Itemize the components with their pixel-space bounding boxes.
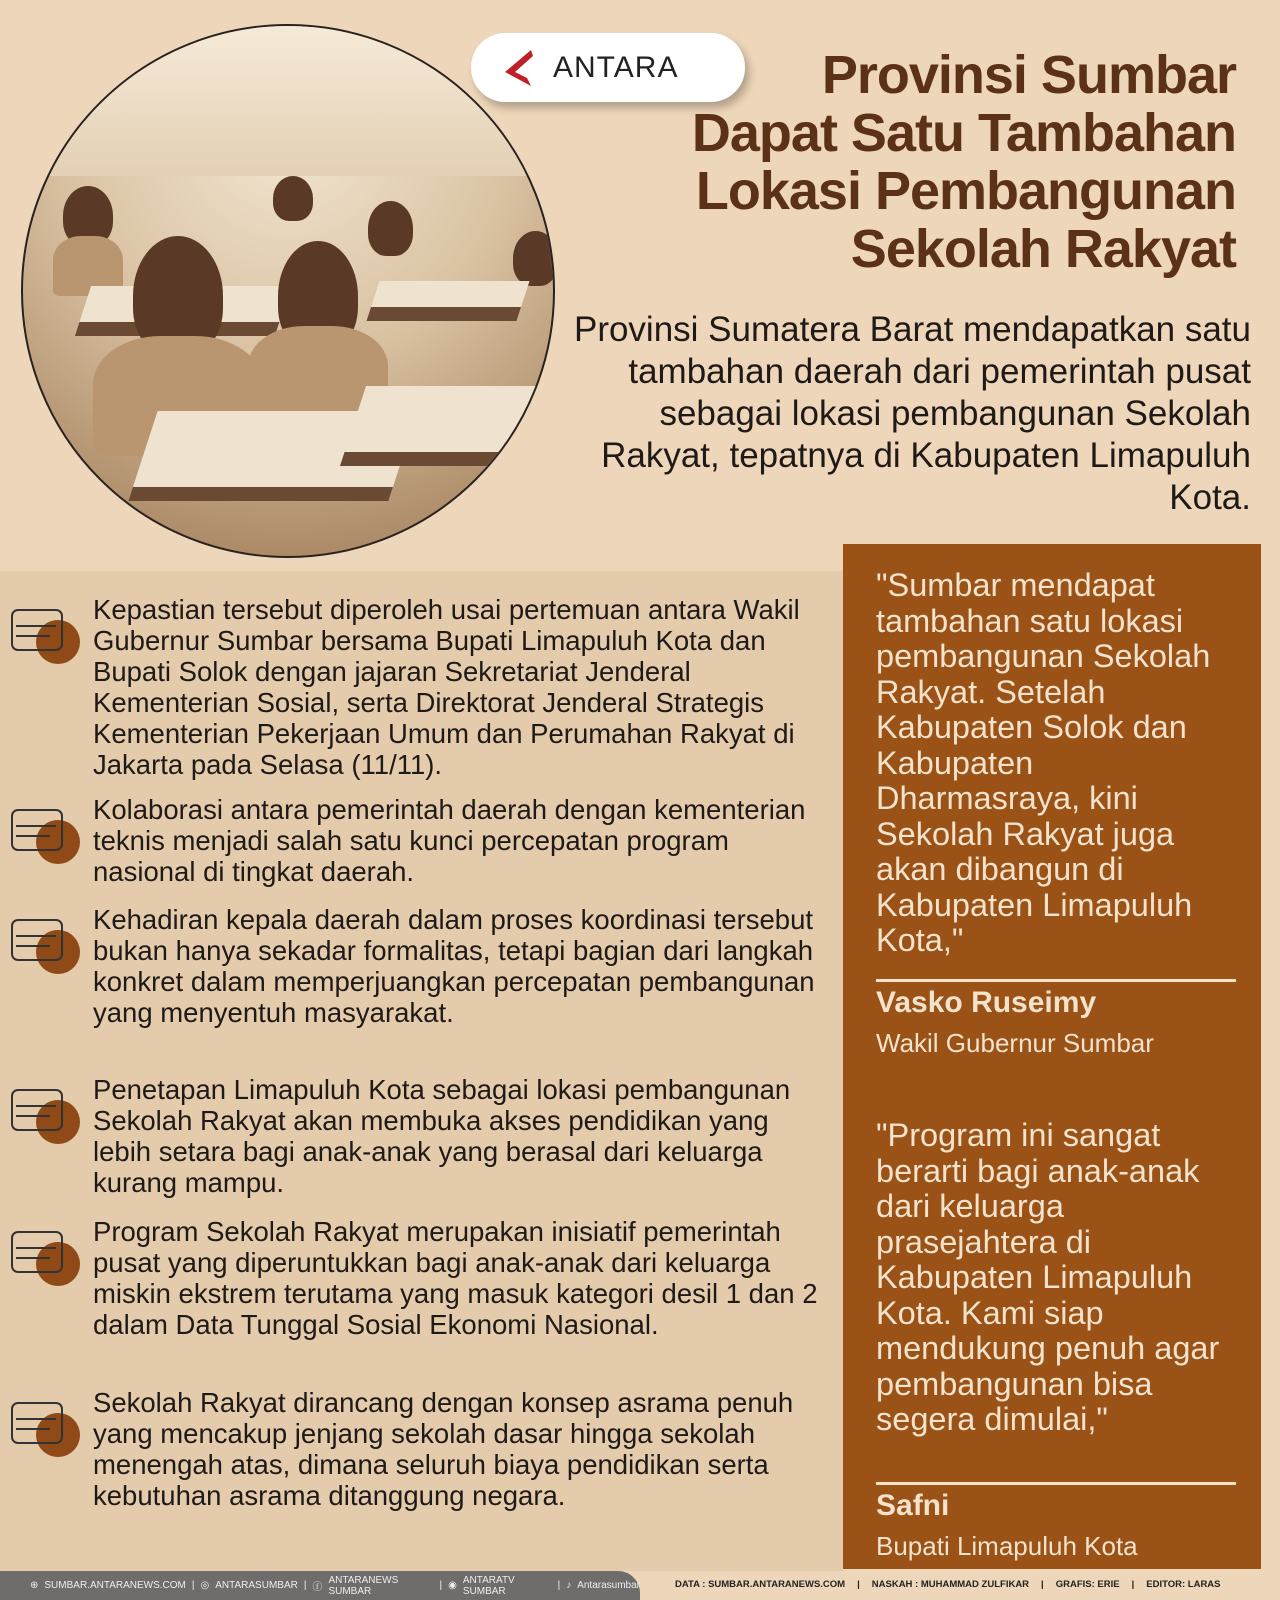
title-line: Provinsi Sumbar (821, 45, 1236, 105)
lead-paragraph: Provinsi Sumatera Barat mendapatkan satu tambahan daerah dari pemerintah pusat sebagai lokasi pembangunan Sekolah Rakyat, tepatnya di Kabupaten Limapuluh Kota. (573, 310, 1251, 517)
classroom-illustration (21, 24, 555, 558)
credit-data: DATA : SUMBAR.ANTARANEWS.COM (675, 1579, 846, 1590)
collaboration-hands-icon (6, 796, 82, 872)
quote-text: "Sumbar mendapat tambahan satu lokasi pembangunan Sekolah Rakyat. Setelah Kabupaten Solok dan Kabupaten Dharmasraya, kini Sekolah Rakyat juga akan dibangun di Kabupaten Limapuluh Kota," (876, 567, 1211, 958)
quote-text: "Program ini sangat berarti bagi anak-anak dari keluarga prasejahtera di Kabupaten Limapuluh Kota. Kami siap mendukung penuh agar pembangunan bisa segera dimulai," (876, 1117, 1220, 1437)
footer-credits: DATA : SUMBAR.ANTARANEWS.COM | NASKAH : MUHAMMAD ZULFIKAR | GRAFIS: ERIE | EDITOR: LARAS (675, 1579, 1221, 1590)
quote-name: Vasko Ruseimy (876, 986, 1097, 1019)
quote-role: Bupati Limapuluh Kota (876, 1531, 1138, 1561)
handshake-icon (6, 596, 82, 672)
hand-coins-icon (6, 1389, 82, 1465)
bullet-text: Penetapan Limapuluh Kota sebagai lokasi pembangunan Sekolah Rakyat akan membuka akses pendidikan yang lebih setara bagi anak-anak yang berasal dari keluarga kurang mampu. (93, 1074, 791, 1198)
social-link[interactable]: SUMBAR.ANTARANEWS.COM (44, 1580, 186, 1591)
books-icon (6, 1076, 82, 1152)
bullet-text: Kepastian tersebut diperoleh usai pertemuan antara Wakil Gubernur Sumbar bersama Bupati Limapuluh Kota dan Bupati Solok dengan jajaran Sekretariat Jenderal Kementerian Sosial, serta Direktorat Jenderal Strategis Kementerian Pekerjaan Umum dan Perumahan Rakyat di Jakarta pada Selasa (11/11). (93, 594, 800, 780)
title-line: Sekolah Rakyat (850, 219, 1236, 279)
quote-panel (843, 544, 1261, 1569)
document-icon (6, 1218, 82, 1294)
social-link[interactable]: ANTARASUMBAR (215, 1580, 298, 1591)
leader-group-icon (6, 906, 82, 982)
antara-logo-icon (501, 48, 543, 88)
divider (876, 1482, 1236, 1485)
page-title (692, 46, 1236, 278)
title-line: Dapat Satu Tambahan (691, 103, 1236, 163)
credit-writer: NASKAH : MUHAMMAD ZULFIKAR (871, 1579, 1030, 1590)
globe-icon: ⊕ (30, 1580, 39, 1591)
divider (876, 979, 1236, 982)
tiktok-icon: ♪ (566, 1580, 572, 1591)
bullet-text: Program Sekolah Rakyat merupakan inisiatif pemerintah pusat yang diperuntukkan bagi anak-anak dari keluarga miskin ekstrem terutama yang masuk kategori desil 1 dan 2 dalam Data Tunggal Sosial Ekonomi Nasional. (93, 1216, 818, 1340)
footer-social-bar: ⊕ SUMBAR.ANTARANEWS.COM | ◎ ANTARASUMBAR | ⓕ ANTARANEWS SUMBAR | ◉ ANTARATV SUMBAR | ♪ Antarasumbar (0, 1571, 640, 1600)
quote-name: Safni (876, 1489, 950, 1522)
credit-editor: EDITOR: LARAS (1146, 1579, 1221, 1590)
logo-text: ANTARA (553, 50, 679, 84)
social-link[interactable]: ANTARANEWS SUMBAR (328, 1574, 399, 1597)
instagram-icon: ◎ (200, 1580, 210, 1591)
bullet-text: Kehadiran kepala daerah dalam proses koordinasi tersebut bukan hanya sekadar formalitas, tetapi bagian dari langkah konkret dalam memperjuangkan percepatan pembangunan yang menyentuh masyarakat. (93, 904, 815, 1028)
facebook-icon: ⓕ (312, 1582, 323, 1593)
social-link[interactable]: ANTARATV SUMBAR (462, 1574, 515, 1597)
quote-role: Wakil Gubernur Sumbar (876, 1028, 1154, 1058)
youtube-icon: ◉ (448, 1580, 457, 1591)
title-line: Lokasi Pembangunan (695, 161, 1236, 221)
bullet-text: Sekolah Rakyat dirancang dengan konsep asrama penuh yang mencakup jenjang sekolah dasar hingga sekolah menengah atas, dimana seluruh biaya pendidikan serta kebutuhan asrama ditanggung negara. (93, 1387, 794, 1511)
credit-graphics: GRAFIS: ERIE (1055, 1579, 1120, 1590)
social-link[interactable]: Antarasumbar (577, 1580, 640, 1591)
bullet-text: Kolaborasi antara pemerintah daerah dengan kementerian teknis menjadi salah satu kunci percepatan program nasional di tingkat daerah. (93, 794, 806, 887)
